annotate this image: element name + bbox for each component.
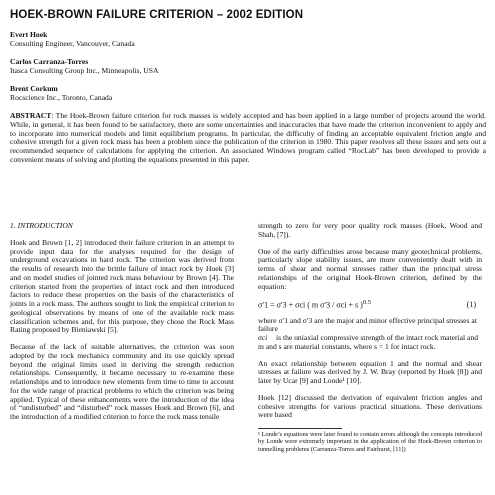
equation-body: σ′1 = σ′3 + σci ( m σ′3 / σci + s )$^{0.5}$ — [258, 299, 372, 310]
abstract — [10, 112, 486, 165]
author-name: Brent Corkum — [10, 84, 58, 93]
author-affiliation: Itasca Consulting Group Inc., Minneapolis, USA — [10, 65, 159, 75]
equation-1 — [258, 299, 482, 310]
definition: m and s are material constants, where s = 1 for intact rock. — [258, 341, 436, 351]
author-block-3 — [10, 85, 112, 103]
author-name: Carlos Carranza-Torres — [10, 57, 89, 66]
definition-text: is the uniaxial compressive strength of the intact rock material and — [276, 333, 479, 343]
paragraph: Hoek [12] discussed the derivation of equivalent friction angles and cohesive strengths for various practical situations. These derivations were based — [258, 392, 482, 420]
footnote: ¹ Londe’s equations were later found to contain errors although the concepts introduced by Londe were extremely important in the application of the Hoek-Brown criterion to tunnelling problems (Carranza-Torres and Fairhurst, [11]) — [258, 431, 482, 453]
definition: where σ′1 and σ′3 are the major and minor effective principal stresses at failure — [258, 315, 477, 334]
author-affiliation: Rocscience Inc., Toronto, Canada — [10, 92, 113, 102]
abstract-label: ABSTRACT — [10, 111, 52, 120]
left-column — [10, 222, 234, 430]
author-block-1 — [10, 31, 135, 49]
paper-title: HOEK-BROWN FAILURE CRITERION – 2002 EDITION — [10, 9, 304, 21]
right-column — [258, 222, 482, 453]
author-block-2 — [10, 58, 158, 76]
paragraph: An exact relationship between equation 1 and the normal and shear stresses at failure was derived by J. W. Bray (reported by Hoek [8]) and later by Ucar [9] and Londe¹ [10]. — [258, 358, 482, 386]
equation-exponent: 0.5 — [362, 299, 372, 307]
author-affiliation: Consulting Engineer, Vancouver, Canada — [10, 38, 135, 48]
paragraph: Because of the lack of suitable alternatives, the criterion was soon adopted by the rock mechanics community and its use quickly spread beyond the original limits used in deriving the strength reduction relationships. Consequently, it became necessary to re-examine these relationships and to introduce new elements from time to time to account for the wide range of practical problems to which the criterion was being applied. Typical of these enhancements were the introduction of the idea of “undisturbed” and “disturbed” rock masses Hoek and Brown [6], and the introduction of a modified criterion to force the rock mass tensile — [10, 342, 234, 421]
equation-number: (1) — [466, 299, 476, 309]
paragraph: Hoek and Brown [1, 2] introduced their failure criterion in an attempt to provide input data for the analyses required for the design of underground excavations in hard rock. The criterion was derived from the results of research into the brittle failure of intact rock by Hoek [3] and on model studies of jointed rock mass behaviour by Brown [4]. The criterion started from the properties of intact rock and then introduced factors to reduce these properties on the basis of the characteristics of joints in a rock mass. The authors sought to link the empirical criterion to geological observations by means of one of the available rock mass classification schemes and, for this purpose, they chose the Rock Mass Rating proposed by Bieniawski [5]. — [10, 237, 234, 335]
footnote-divider — [258, 428, 342, 429]
section-heading: 1. INTRODUCTION — [10, 221, 73, 230]
definition-symbol: σci — [258, 333, 268, 343]
paragraph: One of the early difficulties arose because many geotechnical problems, particularly slope stability issues, are more conveniently dealt with in terms of shear and normal stresses rather than the principal stress relationships of the original Hoek-Brown criterion, defined by the equation: — [258, 246, 482, 291]
author-name: Evert Hoek — [10, 30, 48, 39]
abstract-text: : The Hoek-Brown failure criterion for rock masses is widely accepted and has been applied in a large number of projects around the world. While, in general, it has been found to be satisfactory, there are some uncertainties and inaccuracies that have made the criterion inconvenient to apply and to incorporate into numerical models and limit equilibrium programs. In particular, the difficulty of finding an acceptable equivalent friction angle and cohesive strength for a given rock mass has been a problem since the publication of the criterion in 1980. This paper resolves all these issues and sets out a recommended sequence of calculations for applying the criterion. An associated Windows program called “RocLab” has been developed to provide a convenient means of solving and plotting the equations presented in this paper. — [10, 111, 486, 164]
symbol-definitions — [258, 317, 482, 352]
paragraph: strength to zero for very poor quality rock masses (Hoek, Wood and Shah, [7]). — [258, 221, 482, 239]
